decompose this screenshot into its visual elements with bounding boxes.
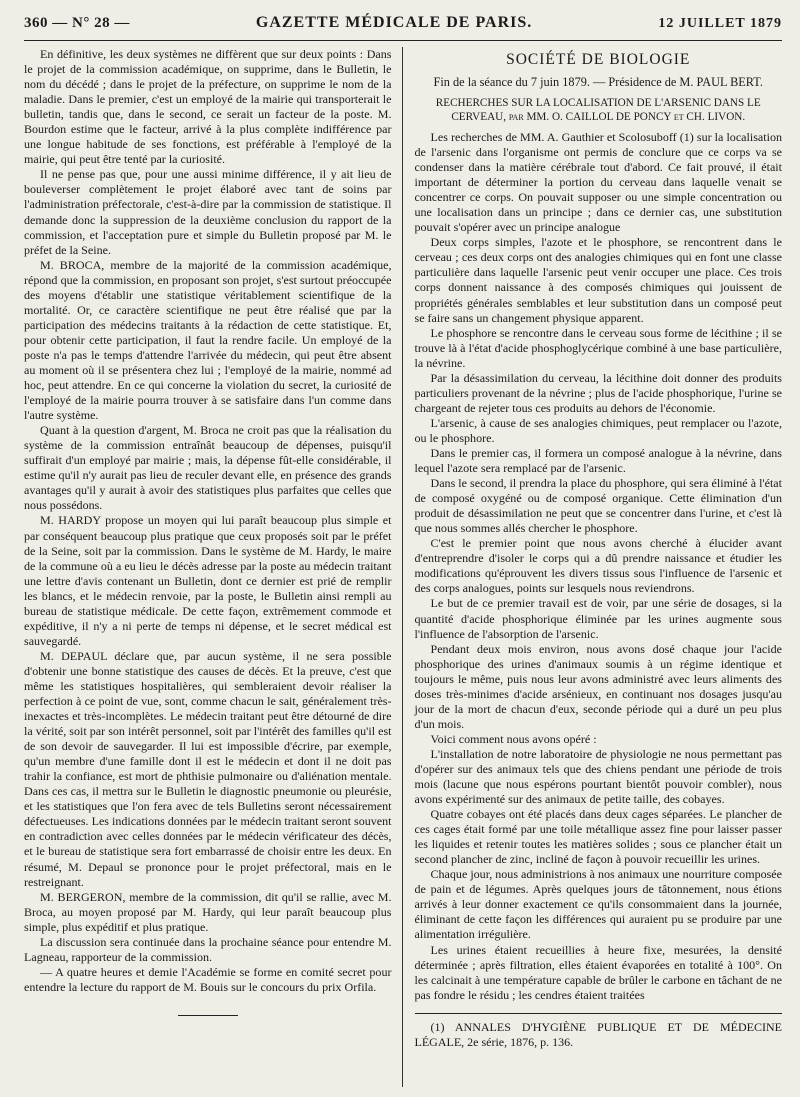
paragraph: L'installation de notre laboratoire de physiologie ne nous permettant pas d'opérer sur des animaux tels que des chiens pendant une période de trois mois (lacune que nous espérons pourtant bientôt pouvoir combler), nous avons expérimenté sur des animaux de petite taille, des cobayes. xyxy=(414,746,782,807)
page-number: 360 — N° 28 — xyxy=(24,15,130,31)
paragraph: M. DEPAUL déclare que, par aucun système, il ne sera possible d'obtenir une bonne statistique des causes de décès. Et la preuve, c'est que même les statistiques hospitalières, qui sembleraient devoir réaliser la perfection à ce point de vue, sont, comme chacun le sait, généralement très-inexactes et très-incomplètes. Le médecin traitant peut être détourné de dire la vérité, soit par son intérêt personnel, soit par l'intérêt des familles qu'il est de son devoir de sauvegarder. Il lui est impossible d'écrire, par exemple, qu'un membre d'une famille dont il est le médecin et dont il ne doit pas trahir la confiance, est mort de phthisie pulmonaire ou d'aliénation mentale. Dans ces cas, il mettra sur le Bulletin le diagnostic pneumonie ou pleurésie, et les statistiques que l'on fera avec de tels Bulletins seront nécessairement défectueuses. Les indications données par le médecin traitant seront souvent en contradiction avec celles données par le médecin vérificateur des décès, et le bureau de statistique sera fort embarrassé de choisir entre les deux. En résumé, M. Depaul se prononce pour le projet préfectoral, mais en le restreignant. xyxy=(24,648,392,889)
issue-date: 12 JUILLET 1879 xyxy=(658,16,782,31)
closing-rule xyxy=(178,1015,238,1016)
paragraph: — A quatre heures et demie l'Académie se forme en comité secret pour entendre la lecture du rapport de M. Bouis sur le concours du prix Orfila. xyxy=(24,964,392,994)
paragraph: M. HARDY propose un moyen qui lui paraît beaucoup plus simple et par conséquent beaucoup plus pratique que ceux proposés soit par le préfet de la Seine, soit par la commission. Dans le système de M. Hardy, le maire de la commune où a eu lieu le décès adresse par la poste au médecin traitant une lettre d'avis contenant un Bulletin, dont ce dernier est prié de remplir les blancs, et le médecin renvoie, par la poste, le Bulletin ainsi rempli au bureau de statistique médicale. De cette façon, extrêmement commode et expéditive, il n'y a ni perte de temps ni dépense, et le secret médical est sauvegardé. xyxy=(24,513,392,648)
paragraph: Quatre cobayes ont été placés dans deux cages séparées. Le plancher de ces cages était formé par une toile métallique assez fine pour laisser passer les liquides et retenir toutes les matières solides ; sous ce plancher était un second plancher de zinc, incliné de façon à pouvoir recueillir les urines. xyxy=(414,807,782,867)
journal-title: GAZETTE MÉDICALE DE PARIS. xyxy=(255,14,533,31)
paragraph: Les urines étaient recueillies à heure fixe, mesurées, la densité déterminée ; après filtration, elles étaient évaporées en totalité à 100°. On les calcinait à une température capable de brûler le carbone en tâchant de ne pas fondre le résidu ; les cendres étaient traitées xyxy=(414,942,782,1002)
paragraph: L'arsenic, à cause de ses analogies chimiques, peut remplacer ou l'azote, ou le phosphore. xyxy=(414,415,782,445)
footnote: (1) ANNALES D'HYGIÈNE PUBLIQUE ET DE MÉDECINE LÉGALE, 2e série, 1876, p. 136. xyxy=(414,1019,782,1049)
seance-line: Fin de la séance du 7 juin 1879. — Présidence de M. PAUL BERT. xyxy=(433,75,763,89)
paragraph: La discussion sera continuée dans la prochaine séance pour entendre M. Lagneau, rapporteur de la commission. xyxy=(24,934,392,964)
paragraph: Le but de ce premier travail est de voir, par une série de dosages, si la quantité d'acide phosphorique éliminée par les urines augmente sous l'influence de l'absorption de l'arsenic. xyxy=(414,596,782,641)
paragraph: Chaque jour, nous administrions à nos animaux une nourriture composée de pain et de légumes. Après quelques jours de tâtonnement, nous étions arrivés à leur donner exactement ce qu'ils consommaient dans la journée, éliminant de cette façon les différences qui auraient pu se produire par une alimentation irrégulière. xyxy=(414,867,782,942)
footnote-rule xyxy=(415,1013,783,1014)
right-column xyxy=(403,47,783,1087)
page-header xyxy=(24,14,782,41)
paragraph: Pendant deux mois environ, nous avons dosé chaque jour l'acide phosphorique des urines d'animaux soumis à un régime identique et toujours le même, puis nous leur avons administré avec leurs aliments des doses très-minimes d'acide arsénieux, en continuant nos dosages jusqu'au jour de la mort de chacun d'eux, seconde période qui a duré un peu plus d'un mois. xyxy=(414,641,782,731)
paragraph: Il ne pense pas que, pour une aussi minime différence, il y ait lieu de bouleverser complètement le projet élaboré avec tant de soins par l'administration préfectorale, c'est-à-dire par la commission de statistique. Il demande donc la suppression de la deuxième conclusion du rapport de la commission, et l'acceptation pure et simple du Bulletin proposé par M. le préfet de la Seine. xyxy=(24,167,392,257)
paragraph: C'est le premier point que nous avons cherché à élucider avant d'entreprendre d'isoler le corps qui a dû prendre naissance et étudier les modifications qu'éprouvent les divers tissus sous l'influence de l'arsenic et des corps analogues, points sur lesquels nous reviendrons. xyxy=(414,536,782,596)
paragraph: En définitive, les deux systèmes ne diffèrent que sur deux points : Dans le projet de la commission académique, on supprime, dans le Bulletin, le nom du décédé ; dans le projet de la préfecture, on supprime le nom de la maladie. Dans le premier, c'est un employé de la mairie qui transporterait le bulletin, tandis que, dans le second, ce serait un facteur de la poste. M. Bourdon estime que le facteur, arrivé à la plus complète indifférence par une longue habitude de ses fonctions, est préférable à l'employé de la mairie, qui peut être tenté par la curiosité. xyxy=(24,47,392,167)
paragraph: Par la désassimilation du cerveau, la lécithine doit donner des produits particuliers provenant de la névrine ; plus de l'acide phosphorique, l'urine se chargeant de rejeter tous ces produits au dehors de l'économie. xyxy=(414,370,782,415)
paragraph: M. BROCA, membre de la majorité de la commission académique, répond que la commission, en proposant son projet, s'est surtout préoccupée des moyens d'établir une statistique véritablement scientifique de la mortalité. Or, ce caractère scientifique ne peut être réalisé que par la participation des médecins traitants à la rédaction de cette statistique. Et, pour obtenir cette participation, il faut la rendre facile. Un employé de la poste n'a pas le temps d'attendre l'arrivée du médecin, qui peut être absent au moment où il se présentera chez lui ; l'employé de la mairie, nommé ad hoc, peut attendre. En ce qui concerne la violation du secret, la curiosité de l'employé de la mairie pourra trouver à se satisfaire dans l'un comme dans l'autre système. xyxy=(24,257,392,423)
paragraph: Le phosphore se rencontre dans le cerveau sous forme de lécithine ; il se trouve là à l'état d'acide phosphoglycérique combiné à une base particulière, la névrine. xyxy=(414,325,782,370)
left-column xyxy=(24,47,403,1087)
columns xyxy=(24,47,782,1087)
paragraph: Voici comment nous avons opéré : xyxy=(430,731,597,746)
paragraph: Les recherches de MM. A. Gauthier et Scolosuboff (1) sur la localisation de l'arsenic dans l'organisme ont permis de conclure que ce corps va se condenser dans la matière cérébrale tout d'abord. Ce fait prouvé, il était important de déterminer la portion du cerveau dans laquelle venait se concentrer ce corps. On pouvait supposer ou une simple concentration ou une localisation dans un principe ; dans ce dernier cas, une substitution pouvait s'opérer avec un principe analogue xyxy=(414,130,782,235)
section-title: SOCIÉTÉ DE BIOLOGIE xyxy=(506,51,691,68)
paragraph: Deux corps simples, l'azote et le phosphore, se rencontrent dans le cerveau ; ces deux corps ont des analogies chimiques qui en font une classe particulière dans laquelle l'arsenic peut venir occuper une place. Ces trois corps donnent naissance à des composés chimiques qui jouissent de propriétés générales semblables et leur substitution dans un composé peut se faire sans un changement physique apparent. xyxy=(414,235,782,325)
article-subtitle: RECHERCHES SUR LA LOCALISATION DE L'ARSENIC DANS LE CERVEAU, par MM. O. CAILLOL DE PONCY et CH. LIVON. xyxy=(435,97,761,123)
paragraph: Quant à la question d'argent, M. Broca ne croit pas que la réalisation du système de la commission entraînât beaucoup de dépenses, puisqu'il suffirait d'un employé par mairie ; mais, la dépense fût-elle considérable, il estime qu'il n'y aurait pas lieu de reculer devant elle, en présence des grands avantages qu'il y aurait à avoir des statistiques plus parfaites que celles que nous possédons. xyxy=(24,423,392,513)
paragraph: Dans le premier cas, il formera un composé analogue à la névrine, dans lequel l'azote sera remplacé par de l'arsenic. xyxy=(414,445,782,476)
paragraph: Dans le second, il prendra la place du phosphore, qui sera éliminé à l'état de composé oxygéné ou de composé organique. Cette élimination d'un produit de désassimilation ne peut que se concentrer dans l'urine, et c'est là que nous sommes allés chercher le phosphore. xyxy=(414,476,782,536)
paragraph: M. BERGERON, membre de la commission, dit qu'il se rallie, avec M. Broca, au moyen proposé par M. Hardy, qui leur paraît beaucoup plus simple, plus expéditif et plus pratique. xyxy=(24,889,392,934)
